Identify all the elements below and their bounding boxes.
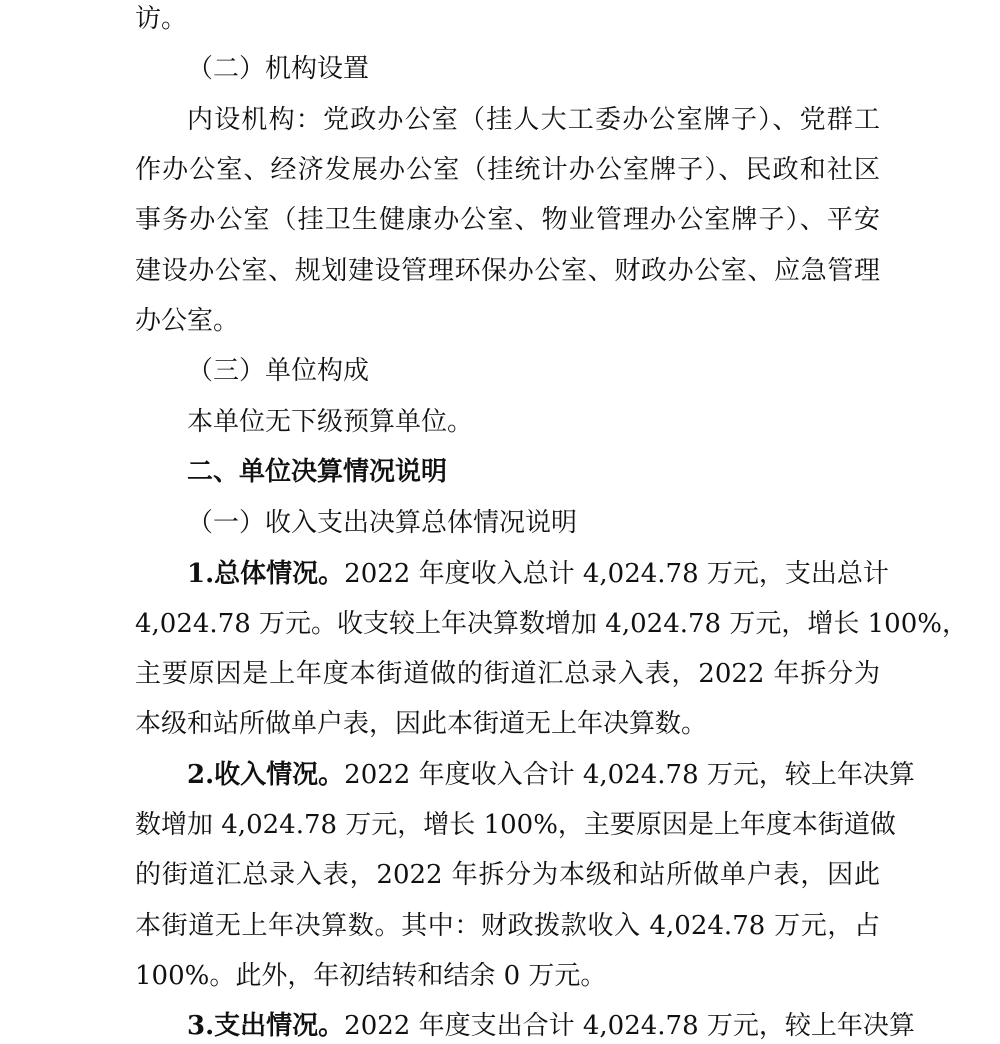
paragraph-line: 100%。此外，年初结转和结余 0 万元。	[135, 961, 607, 991]
paragraph-line: 主要原因是上年度本街道做的街道汇总录入表，2022 年拆分为	[135, 659, 880, 689]
section-heading-unit-composition: （三）单位构成	[187, 356, 370, 386]
paragraph-line: 的街道汇总录入表，2022 年拆分为本级和站所做单户表，因此	[135, 860, 880, 890]
lead-expense: 3.支出情况。	[187, 1011, 345, 1041]
paragraph-line: 本单位无下级预算单位。	[187, 407, 474, 437]
paragraph-line-income	[187, 758, 915, 792]
paragraph-text: 2022 年度收入合计 4,024.78 万元，较上年决算	[344, 760, 915, 790]
section-heading-org-setup: （二）机构设置	[187, 54, 370, 84]
paragraph-line: 事务办公室（挂卫生健康办公室、物业管理办公室牌子）、平安	[135, 205, 880, 235]
paragraph-text: 2022 年度支出合计 4,024.78 万元，较上年决算	[344, 1011, 915, 1041]
chapter-heading: 二、单位决算情况说明	[187, 457, 448, 487]
lead-overall: 1.总体情况。	[187, 559, 345, 589]
paragraph-text: 2022 年度收入总计 4,024.78 万元，支出总计	[344, 559, 889, 589]
paragraph-line-overall	[187, 557, 889, 591]
paragraph-line: 建设办公室、规划建设管理环保办公室、财政办公室、应急管理	[135, 256, 880, 286]
section-heading-overview: （一）收入支出决算总体情况说明	[187, 508, 578, 538]
paragraph-line: 访。	[135, 4, 188, 34]
paragraph-line: 作办公室、经济发展办公室（挂统计办公室牌子）、民政和社区	[135, 155, 880, 185]
paragraph-line: 内设机构：党政办公室（挂人大工委办公室牌子）、党群工	[187, 105, 880, 135]
paragraph-line: 数增加 4,024.78 万元，增长 100%，主要原因是上年度本街道做	[135, 810, 896, 840]
paragraph-line: 本街道无上年决算数。其中：财政拨款收入 4,024.78 万元，占	[135, 911, 880, 941]
paragraph-line: 4,024.78 万元。收支较上年决算数增加 4,024.78 万元，增长 100%，	[135, 609, 968, 639]
lead-income: 2.收入情况。	[187, 760, 345, 790]
paragraph-line: 办公室。	[135, 306, 240, 336]
paragraph-line: 本级和站所做单户表，因此本街道无上年决算数。	[135, 709, 708, 739]
paragraph-line-expense	[187, 1009, 915, 1043]
